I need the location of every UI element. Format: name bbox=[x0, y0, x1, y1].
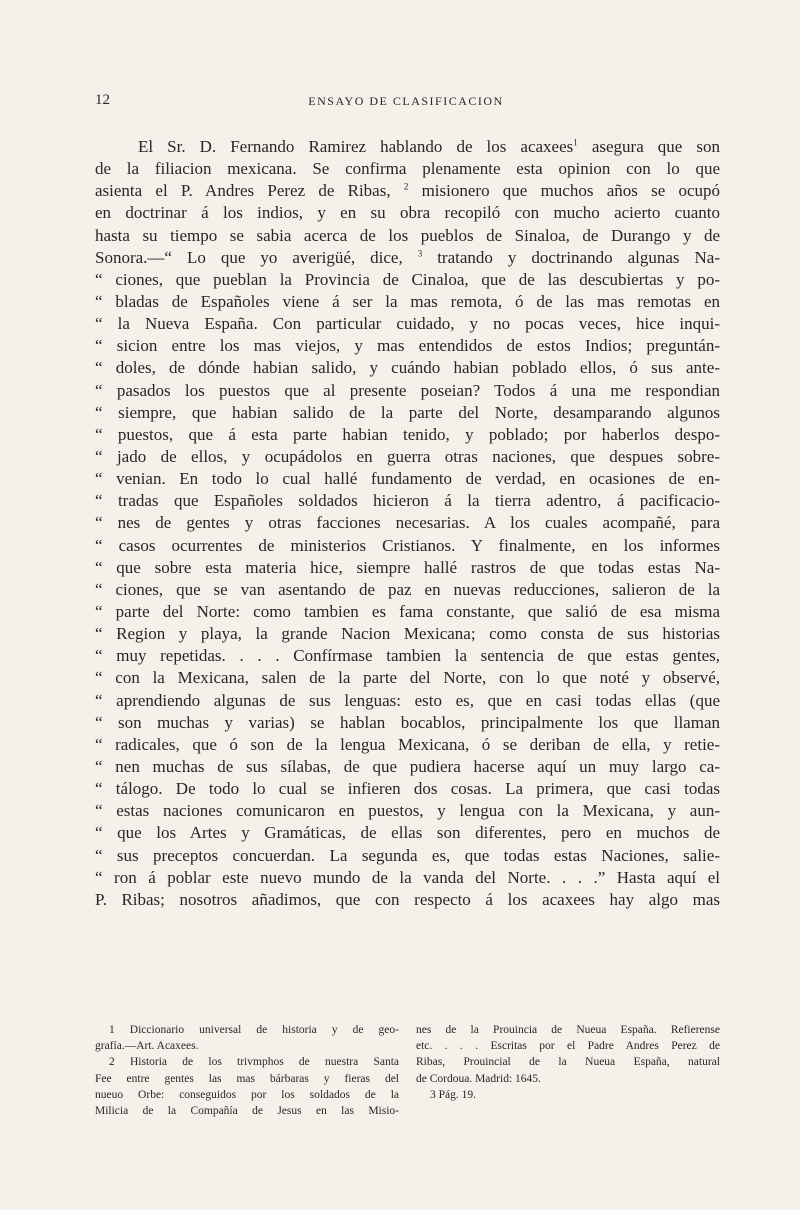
footnote-line: grafía.—Art. Acaxees. bbox=[95, 1040, 199, 1053]
text-line: “ casos ocurrentes de ministerios Cristianos. Y finalmente, en los informes bbox=[95, 535, 720, 555]
text-line: “ son muchas y varias) se hablan bocablos, principalmente los que llaman bbox=[95, 712, 720, 732]
text-line bbox=[95, 247, 720, 269]
text-line: “ la Nueva España. Con particular cuidado, y no pocas veces, hice inqui- bbox=[95, 314, 720, 334]
text-line: “ parte del Norte: como tambien es fama constante, que salió de esa misma bbox=[95, 601, 720, 621]
text-line: “ que sobre esta materia hice, siempre hallé rastros de que todas estas Na- bbox=[95, 557, 720, 577]
text-line bbox=[95, 180, 720, 202]
text-line: “ ciones, que pueblan la Provincia de Cinaloa, que de las descubiertas y po- bbox=[95, 269, 720, 289]
text-line: “ tradas que Españoles soldados hicieron á la tierra adentro, á pacificacio- bbox=[95, 491, 720, 511]
text-segment: tratando y doctrinando algunas Na- bbox=[437, 247, 720, 267]
footnote-line: 2 Historia de los trivmphos de nuestra Santa bbox=[109, 1056, 399, 1069]
text-line: “ nen muchas de sus sílabas, de que pudiera hacerse aquí un muy largo ca- bbox=[95, 756, 720, 776]
footnote-ref: 2 bbox=[403, 181, 409, 192]
footnote-line: Ribas, Prouincial de la Nueua España, natural bbox=[416, 1056, 720, 1069]
footnote-line: Milicia de la Compañía de Jesus en las Misio- bbox=[95, 1104, 399, 1117]
text-line: “ aprendiendo algunas de sus lenguas: esto es, que en casi todas ellas (que bbox=[95, 690, 720, 710]
text-line: “ ron á poblar este nuevo mundo de la vanda del Norte. . . .” Hasta aquí el bbox=[95, 867, 720, 887]
page-number: 12 bbox=[95, 92, 110, 108]
text-line: hasta su tiempo se sabia acerca de los pueblos de Sinaloa, de Durango y de bbox=[95, 225, 720, 245]
text-line: “ con la Mexicana, salen de la parte del Norte, con lo que noté y observé, bbox=[95, 668, 720, 688]
text-line: en doctrinar á los indios, y en su obra recopiló con mucho acierto cuanto bbox=[95, 203, 720, 223]
text-line: “ estas naciones comunicaron en puestos, y lengua con la Mexicana, y aun- bbox=[95, 801, 720, 821]
text-line bbox=[95, 136, 720, 158]
text-line: “ radicales, que ó son de la lengua Mexicana, ó se deriban de ella, y retie- bbox=[95, 734, 720, 754]
text-line: “ puestos, que á esta parte habian tenido, y poblado; por haberlos despo- bbox=[95, 424, 720, 444]
text-segment: El Sr. D. Fernando Ramirez hablando de los acaxees bbox=[138, 137, 574, 156]
page-header bbox=[95, 92, 717, 114]
text-line: “ nes de gentes y otras facciones necesarias. A los cuales acompañé, para bbox=[95, 513, 720, 533]
footnote-line: nes de la Prouincia de Nueua España. Refierense bbox=[416, 1024, 720, 1036]
text-line: P. Ribas; nosotros añadimos, que con respecto á los acaxees hay algo mas bbox=[95, 889, 720, 909]
footnotes-left-column bbox=[95, 1022, 399, 1119]
text-line: “ jado de ellos, y ocupádolos en guerra otras naciones, que despues sobre- bbox=[95, 446, 720, 466]
footnote-ref: 3 bbox=[417, 248, 423, 259]
footnote-line: 3 Pág. 19. bbox=[430, 1088, 476, 1101]
body-text bbox=[95, 136, 720, 911]
text-segment: Sonora.—“ Lo que yo averigüé, dice, bbox=[95, 247, 403, 267]
text-segment: asienta el P. Andres Perez de Ribas, bbox=[95, 181, 391, 201]
text-line: “ que los Artes y Gramáticas, de ellas son diferentes, pero en muchos de bbox=[95, 823, 720, 843]
text-line: “ muy repetidas. . . . Confírmase tambien la sentencia de que estas gentes, bbox=[95, 646, 720, 666]
footnote-ref: 1 bbox=[573, 137, 578, 148]
footnote-line: nueuo Orbe: conseguidos por los soldados de la bbox=[95, 1088, 399, 1101]
footnotes-right-column bbox=[416, 1022, 720, 1119]
footnote-line: de Cordoua. Madrid: 1645. bbox=[416, 1072, 541, 1085]
text-line: “ doles, de dónde habian salido, y cuándo habian poblado ellos, ó sus ante- bbox=[95, 358, 720, 378]
text-line: “ ciones, que se van asentando de paz en nuevas reducciones, salieron de la bbox=[95, 579, 720, 599]
text-segment: misionero que muchos años se ocupó bbox=[421, 181, 721, 201]
text-line: “ sicion entre los mas viejos, y mas entendidos de estos Indios; preguntán- bbox=[95, 336, 720, 356]
text-line: “ sus preceptos concuerdan. La segunda es, que todas estas Naciones, salie- bbox=[95, 845, 720, 865]
footnote-line: 1 Diccionario universal de historia y de geo- bbox=[109, 1024, 399, 1036]
text-line: “ Region y playa, la grande Nacion Mexicana; como consta de sus historias bbox=[95, 624, 720, 644]
text-line: “ venian. En todo lo cual hallé fundamento de verdad, en ocasiones de en- bbox=[95, 469, 720, 489]
footnote-line: etc. . . . Escritas por el Padre Andres Perez de bbox=[416, 1040, 720, 1053]
running-head: ENSAYO DE CLASIFICACION bbox=[308, 94, 504, 108]
footnotes bbox=[95, 1022, 720, 1119]
text-segment: asegura que son bbox=[591, 137, 720, 156]
text-line: “ bladas de Españoles viene á ser la mas remota, ó de las mas remotas en bbox=[95, 291, 720, 311]
text-line: de la filiacion mexicana. Se confirma plenamente esta opinion con lo que bbox=[95, 159, 720, 179]
text-line: “ tálogo. De todo lo cual se infieren dos cosas. La primera, que casi todas bbox=[95, 779, 720, 799]
footnote-line: Fee entre gentes las mas bárbaras y fieras del bbox=[95, 1072, 399, 1085]
text-line: “ siempre, que habian salido de la parte del Norte, desamparando algunos bbox=[95, 402, 720, 422]
text-line: “ pasados los puestos que al presente poseian? Todos á una me respondian bbox=[95, 380, 720, 400]
